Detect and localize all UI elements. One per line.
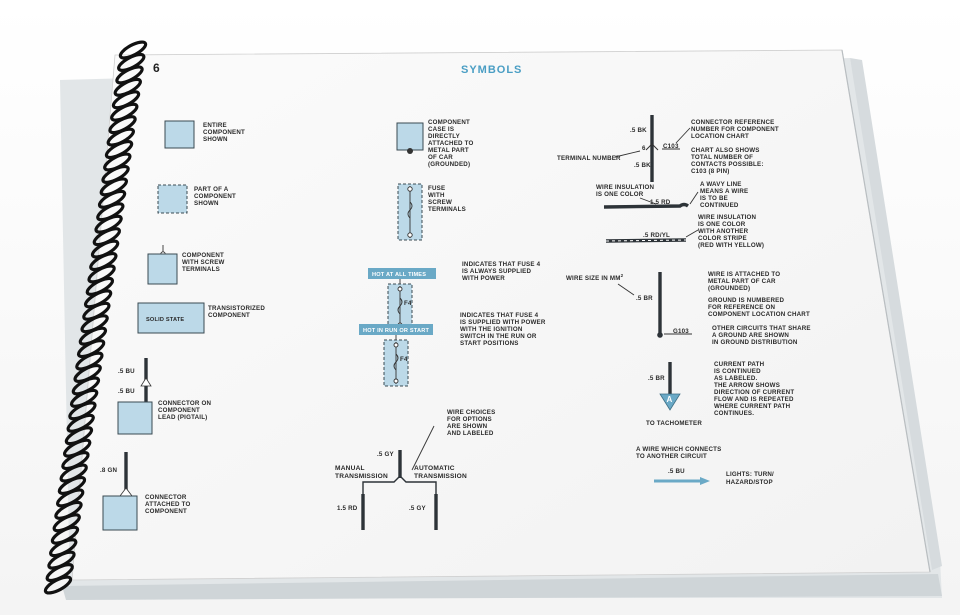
page-number: 6 [153,61,160,75]
attached-wire-label: .8 GN [100,467,118,474]
fuse-f4-run-label: F4 [400,356,408,363]
pigtail-wire-top: .5 BU [118,368,135,375]
choice-right-wire-label: .5 GY [409,505,426,512]
page-title: SYMBOLS [461,64,523,76]
attached-label: CONNECTOR ATTACHED TO COMPONENT [145,494,191,515]
component-box [165,121,194,148]
to-tachometer-label: TO TACHOMETER [646,420,702,427]
chart-also-shows-label: CHART ALSO SHOWS TOTAL NUMBER OF CONTACTS POSSIBLE: C103 (8 PIN) [691,147,764,175]
lights-label: LIGHTS: TURN/ HAZARD/STOP [726,471,774,486]
partial-component-box [158,185,187,213]
fuse-f4-label: F4 [404,300,412,307]
screw-terminals-label: COMPONENT WITH SCREW TERMINALS [182,252,225,273]
component-box-screw [148,254,177,284]
wire-size-label: WIRE SIZE IN $MM^2$ [566,273,624,282]
solid-state-label: SOLID STATE [146,317,185,323]
entire-component-label: ENTIRE COMPONENT SHOWN [203,122,246,143]
wavy-line-label: A WAVY LINE MEANS A WIRE IS TO BE CONTINUED [700,181,749,209]
hot-in-run-label: HOT IN RUN OR START [363,328,430,334]
hot-at-all-times-label: HOT AT ALL TIMES [372,272,427,278]
fuse-run-start-label: INDICATES THAT FUSE 4 IS SUPPLIED WITH POWER WITH THE IGNITION SWITCH IN THE RUN OR START POSITIONS [460,312,546,347]
fuse-always-label: INDICATES THAT FUSE 4 IS ALWAYS SUPPLIED WITH POWER [462,261,541,282]
conn-wire-bottom-label: .5 BK [634,162,651,169]
path-letter: A [666,395,673,404]
choice-left-wire-label: 1.5 RD [337,505,358,512]
connector-reference-label: CONNECTOR REFERENCE NUMBER FOR COMPONENT LOCATION CHART [691,119,779,140]
stripe-wire-label: .5 RD/YL [643,232,671,239]
arrow-wire-label: .5 BU [668,468,685,475]
transistorized-label: TRANSISTORIZED COMPONENT [208,305,266,319]
ground-id-label: G103 [673,328,689,335]
conn-wire-top-label: .5 BK [630,127,647,134]
pigtail-label: CONNECTOR ON COMPONENT LEAD (PIGTAIL) [158,400,212,421]
part-component-label: PART OF A COMPONENT SHOWN [194,186,237,207]
choice-top-wire-label: .5 GY [377,451,394,458]
ground-wire-label: .5 BR [636,295,653,302]
other-circuits-label: OTHER CIRCUITS THAT SHARE A GROUND ARE SHOWN IN GROUND DISTRIBUTION [712,325,811,346]
insulation-one-color-label: WIRE INSULATION IS ONE COLOR [596,184,655,198]
terminal-number-value: 6 [642,145,646,152]
wire-choices-label: WIRE CHOICES FOR OPTIONS ARE SHOWN AND LABELED [447,409,496,437]
pigtail-component-box [118,402,152,434]
attached-component-box [103,496,137,530]
manual-transmission-label: MANUAL TRANSMISSION [335,465,388,480]
wire-connects-label: A WIRE WHICH CONNECTS TO ANOTHER CIRCUIT [636,446,722,460]
grounded-wire-label: WIRE IS ATTACHED TO METAL PART OF CAR (GROUNDED) [708,271,781,292]
grounded-component-box [397,123,423,150]
pigtail-wire-bottom: .5 BU [118,388,135,395]
insulation-stripe-label: WIRE INSULATION IS ONE COLOR WITH ANOTHER COLOR STRIPE (RED WITH YELLOW) [698,214,765,249]
automatic-transmission-label: AUTOMATIC TRANSMISSION [414,465,467,480]
ground-numbered-label: GROUND IS NUMBERED FOR REFERENCE ON COMPONENT LOCATION CHART [708,297,810,318]
terminal-number-label: TERMINAL NUMBER [557,155,621,162]
current-path-label: CURRENT PATH IS CONTINUED AS LABELED. THE ARROW SHOWS DIRECTION OF CURRENT FLOW AND IS REPEATED WHERE CURRENT PATH CONTINUES. [714,361,795,417]
connector-id-label: C103 [663,143,679,150]
grounded-case-label: COMPONENT CASE IS DIRECTLY ATTACHED TO METAL PART OF CAR (GROUNDED) [428,119,474,168]
fuse-screw-label: FUSE WITH SCREW TERMINALS [428,185,466,213]
path-wire-label: .5 BR [648,375,665,382]
wavy-wire-label: 1.5 RD [650,199,671,206]
